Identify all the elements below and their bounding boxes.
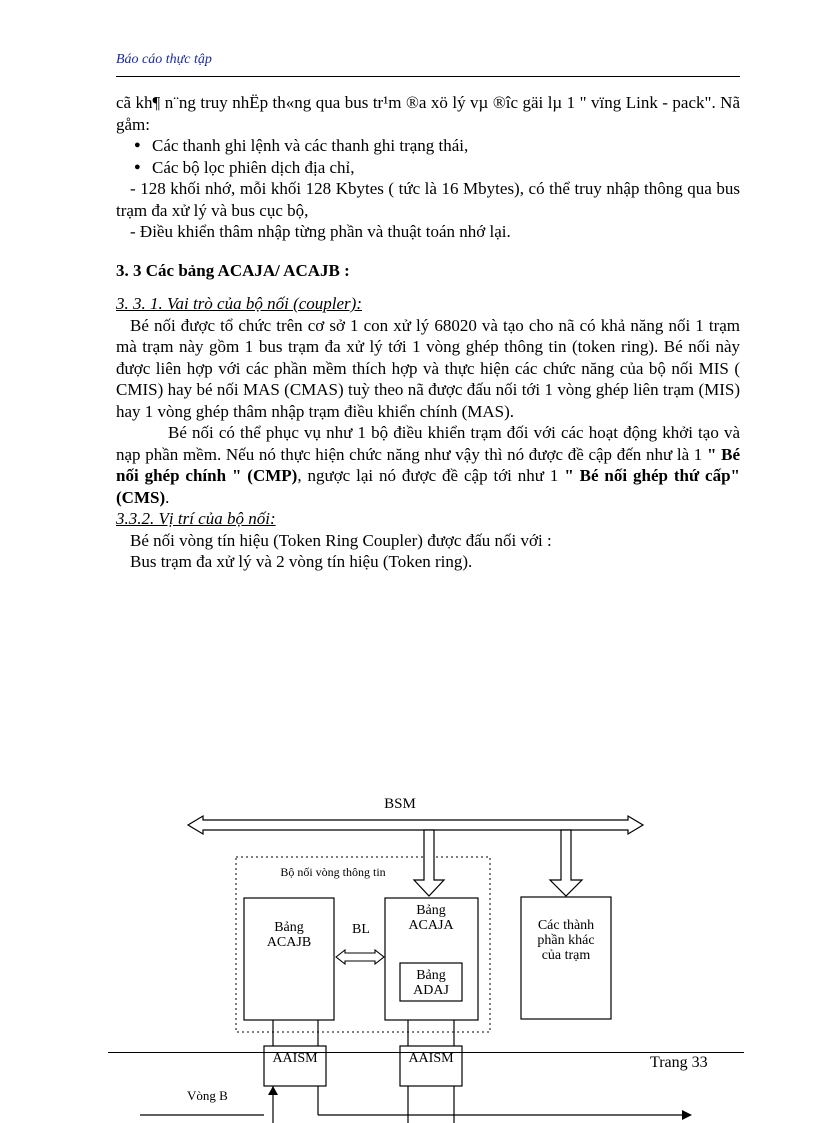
paragraph-coupler-role: Bé nối được tổ chức trên cơ sở 1 con xử lý 68020 và tạo cho nã có khả năng nối 1 trạm mà trạm này gồm 1 bus trạm đa xử lý tới 1 vòng ghép thông tin (token ring). Bé nối này được liên hợp với các phần mềm thích hợp và thực hiện các chức năng của bộ nối MIS ( CMIS) hay bé nối MAS (CMAS) tuỳ theo nã được đấu nối tới 1 vòng ghép liên trạm (MIS) hay 1 vòng ghép thâm nhập trạm điều khiển chính (MAS). [116, 315, 740, 421]
ring-b-arrowhead [268, 1086, 278, 1095]
acajb-board [244, 898, 334, 1020]
paragraph-intro: cã kh¶ n¨ng truy nhËp th«ng qua bus tr¹m ®a xö lý vµ ®îc gäi lµ 1 " vïng Link - pack". Nã gåm: [116, 93, 740, 134]
aaism-left-label: AAISM [272, 1051, 318, 1066]
bl-label: BL [352, 922, 370, 937]
paragraph-connection: Bé nối vòng tín hiệu (Token Ring Coupler) được đấu nối với : [130, 530, 552, 550]
text-cmp: " Bé nối ghép chính " (CMP) [116, 444, 741, 485]
other-label-line2: phần khác [537, 933, 595, 948]
page-number: Trang 33 [650, 1054, 708, 1071]
acajb-label-line1: Bảng [274, 920, 304, 935]
section-heading: 3. 3 Các bảng ACAJA/ ACAJB : [116, 260, 350, 280]
bullet-item: ● Các bộ lọc phiên dịch địa chỉ, [138, 157, 740, 179]
acajb-label-line2: ACAJB [266, 935, 312, 950]
text-run: , ngược lại nó được đề cập tới như 1 [297, 466, 565, 485]
bsm-bus-arrow [188, 816, 643, 834]
adaj-label-line2: ADAJ [413, 983, 449, 998]
footer-divider [108, 1052, 744, 1053]
ring-b-label: Vòng B [187, 1088, 228, 1103]
text-run: Bé nối có thể phục vụ như 1 bộ điều khiển trạm đối với các hoạt động khởi tạo và nạp phần mềm. Nếu nó thực hiện chức năng như vậy thì nó được đề cập đến như là 1 [116, 423, 740, 464]
text-run: . [165, 487, 170, 507]
subsection-heading-2: 3.3.2. Vị trí của bộ nối: [116, 509, 276, 528]
other-label-line3: của trạm [541, 948, 591, 963]
bl-link-arrow [336, 950, 384, 964]
coupler-label: Bộ nối vòng thông tin [280, 865, 386, 879]
aaism-right-label: AAISM [408, 1051, 454, 1066]
bsm-label: BSM [384, 796, 416, 812]
header-title: Báo cáo thực tập [116, 52, 212, 67]
subsection-title: . Vai trò của bộ nối (coupler): [158, 294, 362, 313]
subsection-number: 3. 3. 1 [116, 294, 159, 313]
paragraph-connection-targets: Bus trạm đa xử lý và 2 vòng tín hiệu (Token ring). [130, 552, 473, 571]
paragraph-memory: - 128 khối nhớ, mỗi khối 128 Kbytes ( tức là 16 Mbytes), có thể truy nhập thông qua bus trạm đa xử lý và bus cục bộ, [116, 179, 740, 220]
ring-arrowhead [682, 1110, 692, 1120]
bus-to-other-arrow [550, 830, 582, 896]
paragraph-control: - Điều khiển thâm nhập từng phần và thuật toán nhớ lại. [130, 222, 511, 241]
text-cms: " Bé nối ghép thứ cấp" (CMS) [116, 466, 741, 507]
other-label-line1: Các thành [537, 918, 595, 933]
bullet-item: ● Các thanh ghi lệnh và các thanh ghi trạng thái, [138, 135, 740, 157]
bus-to-acaja-arrow [414, 830, 444, 896]
acaja-label-line1: Bảng [416, 903, 446, 918]
acaja-label-line2: ACAJA [408, 918, 454, 933]
adaj-label-line1: Bảng [416, 968, 446, 983]
